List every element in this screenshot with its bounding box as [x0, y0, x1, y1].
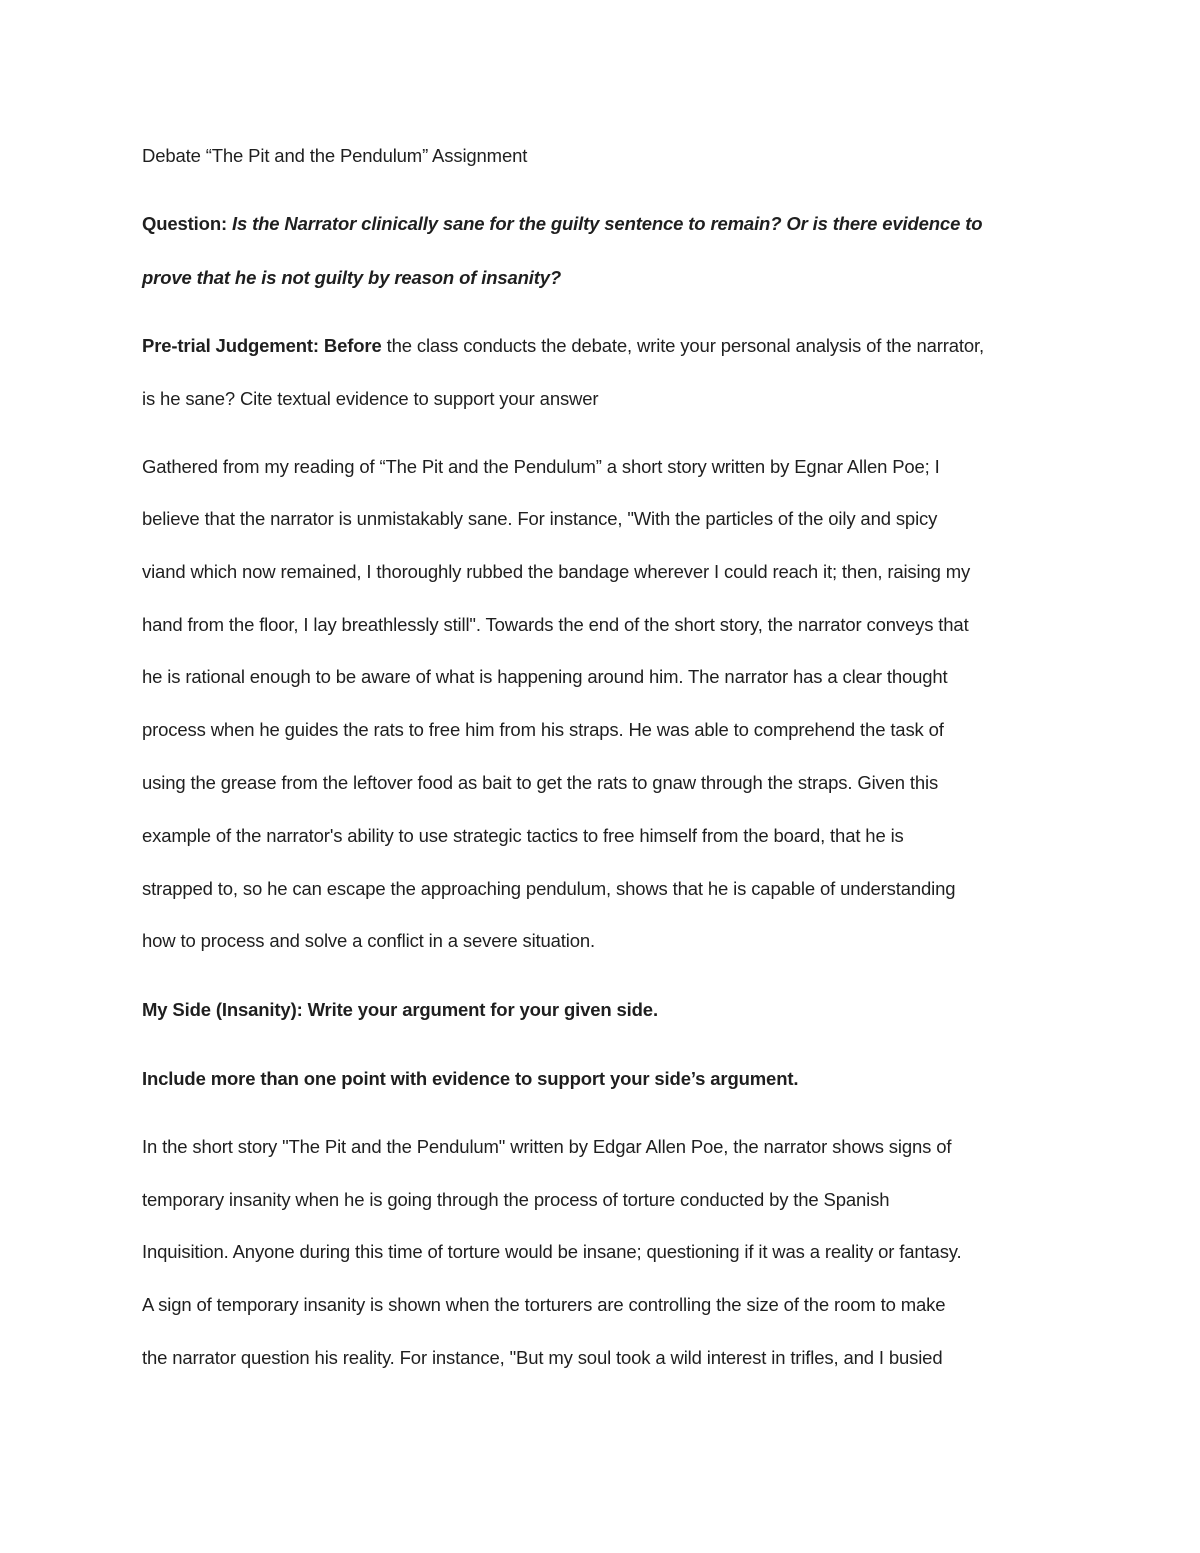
answer1-line: example of the narrator's ability to use strategic tactics to free himself from the board, that he is: [142, 825, 904, 846]
question-label: Question:: [142, 213, 227, 234]
answer2-line: A sign of temporary insanity is shown when the torturers are controlling the size of the room to make: [142, 1294, 946, 1315]
answer1-line: Gathered from my reading of “The Pit and the Pendulum” a short story written by Egnar Allen Poe; I: [142, 456, 940, 477]
pretrial-label: Pre-trial Judgement:: [142, 335, 319, 356]
pretrial-text: the class conducts the debate, write your personal analysis of the narrator,: [386, 335, 984, 356]
question-line-2: prove that he is not guilty by reason of insanity?: [142, 267, 562, 288]
document-title: Debate “The Pit and the Pendulum” Assignment: [142, 145, 528, 166]
question-text: Is the Narrator clinically sane for the guilty sentence to remain? Or is there evidence to: [231, 213, 983, 234]
answer2-line: In the short story "The Pit and the Pendulum" written by Edgar Allen Poe, the narrator shows signs of: [142, 1136, 952, 1157]
answer2-line: Inquisition. Anyone during this time of torture would be insane; questioning if it was a reality or fantasy.: [142, 1241, 962, 1262]
include-instruction: Include more than one point with evidence to support your side’s argument.: [142, 1068, 799, 1089]
answer2-line: the narrator question his reality. For instance, "But my soul took a wild interest in trifles, and I busied: [142, 1347, 943, 1368]
answer1-line: viand which now remained, I thoroughly rubbed the bandage wherever I could reach it; then, raising my: [142, 561, 971, 582]
pretrial-line-2: is he sane? Cite textual evidence to support your answer: [142, 388, 599, 409]
answer1-line: he is rational enough to be aware of what is happening around him. The narrator has a clear thought: [142, 666, 948, 687]
pretrial-bold-word: Before: [323, 335, 382, 356]
my-side-heading: My Side (Insanity): Write your argument for your given side.: [142, 999, 658, 1020]
answer2-line: temporary insanity when he is going through the process of torture conducted by the Spanish: [142, 1189, 890, 1210]
answer1-line: how to process and solve a conflict in a severe situation.: [142, 930, 596, 951]
pretrial-line-1: [142, 334, 984, 358]
answer1-line: believe that the narrator is unmistakably sane. For instance, "With the particles of the oily and spicy: [142, 508, 938, 529]
answer1-line: using the grease from the leftover food as bait to get the rats to gnaw through the straps. Given this: [142, 772, 939, 793]
answer1-line: strapped to, so he can escape the approaching pendulum, shows that he is capable of understanding: [142, 878, 956, 899]
answer1-line: hand from the floor, I lay breathlessly still". Towards the end of the short story, the narrator conveys that: [142, 614, 969, 635]
answer1-line: process when he guides the rats to free him from his straps. He was able to comprehend the task of: [142, 719, 944, 740]
question-line-1: [142, 212, 982, 236]
